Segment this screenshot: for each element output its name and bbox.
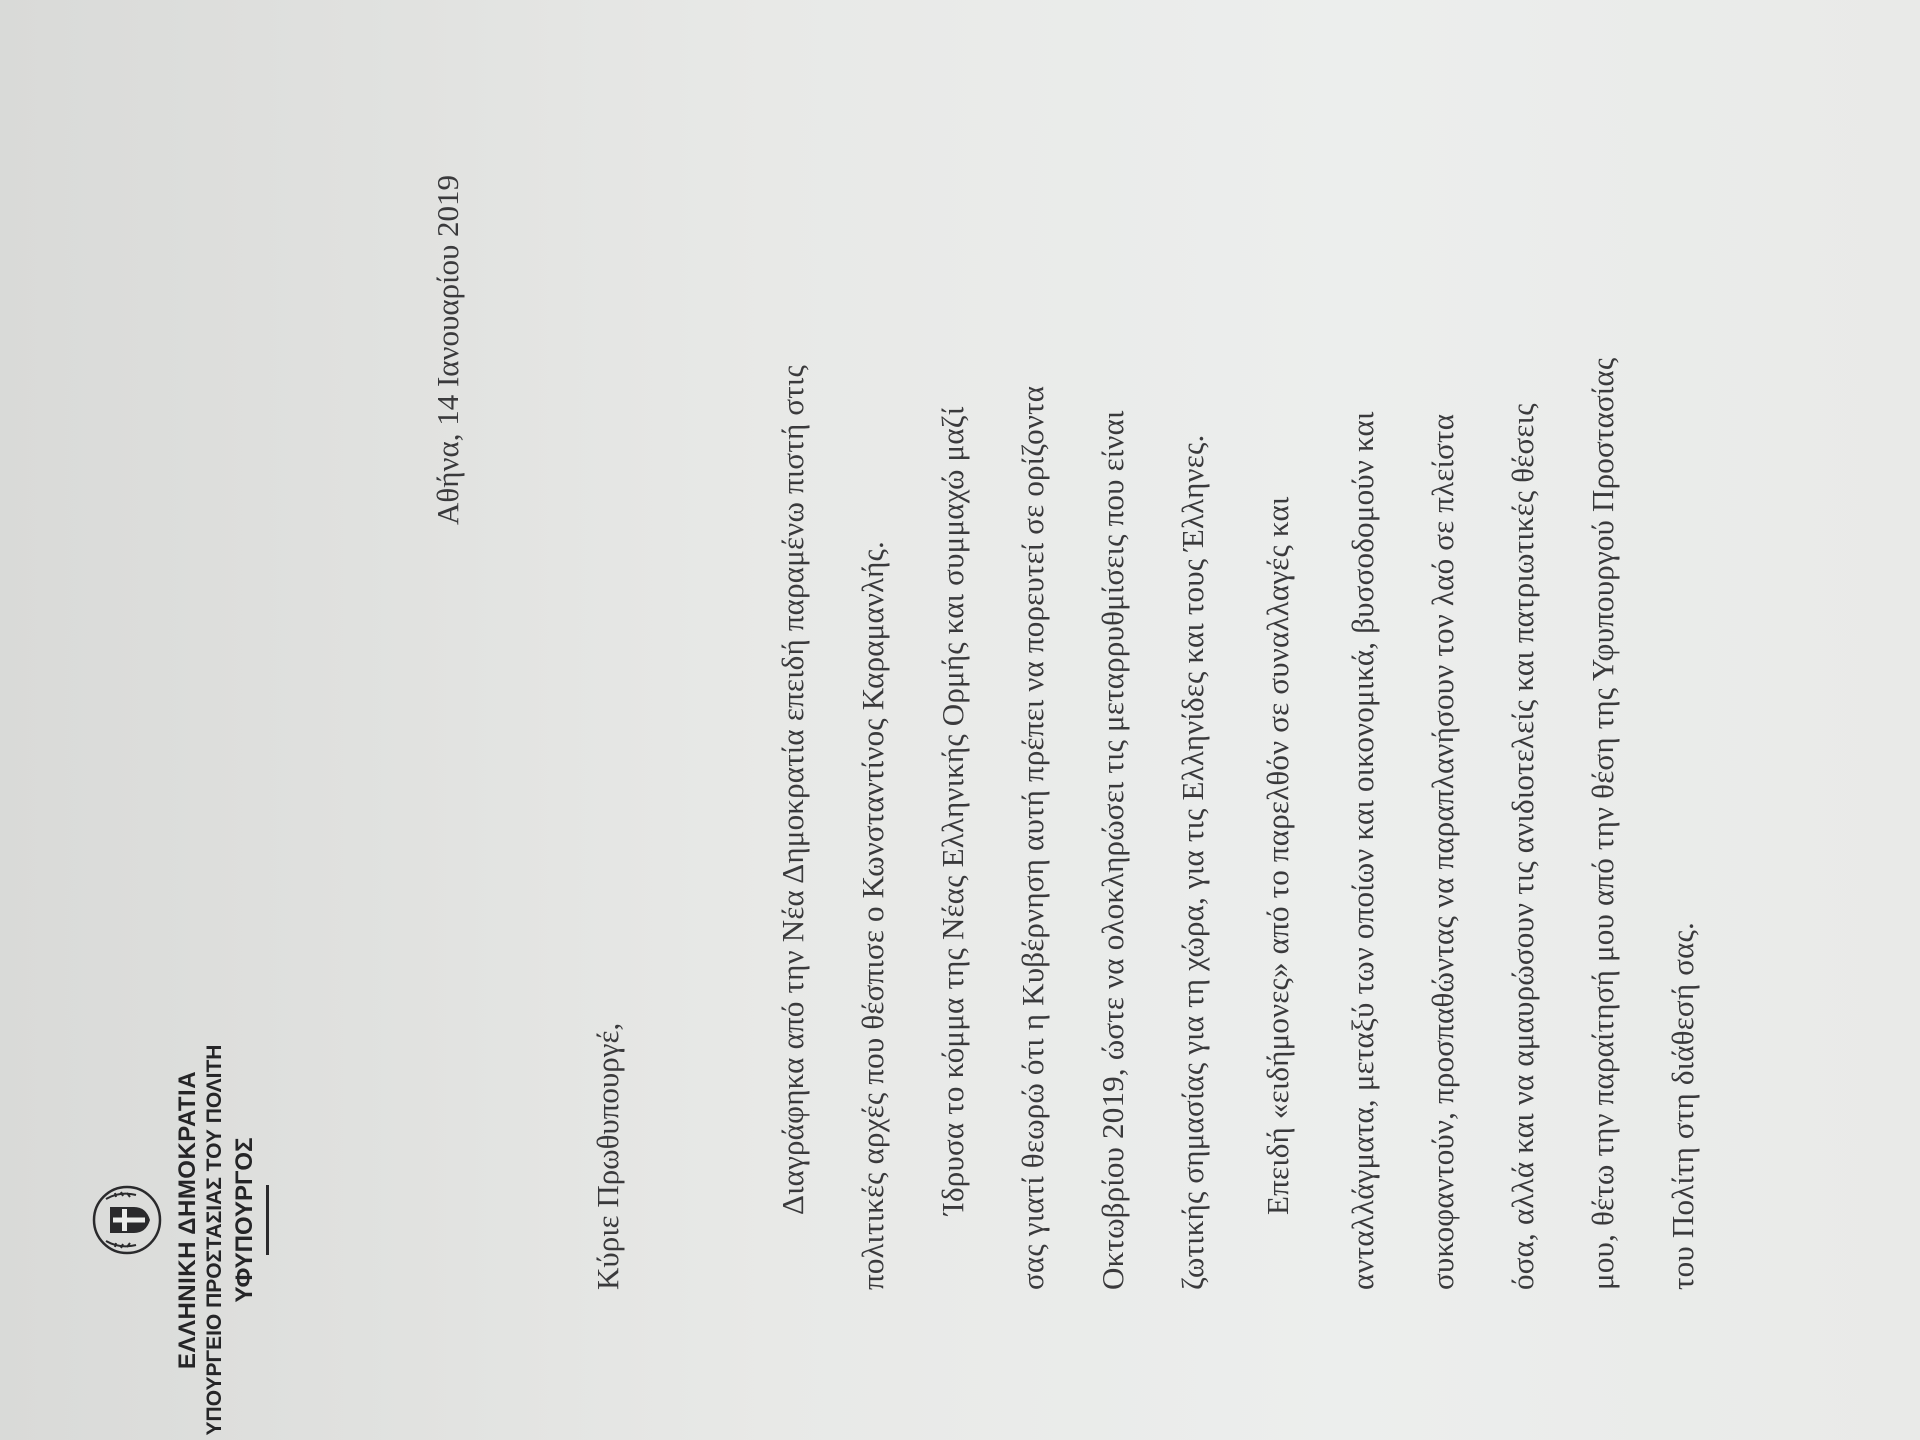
greek-coat-of-arms-icon — [90, 1183, 164, 1257]
body-line: όσα, αλλά και να αμαυρώσουν τις ανιδιοτελείς και πατριωτικές θέσεις — [1505, 403, 1540, 1290]
body-line: Ίδρυσα το κόμμα της Νέας Ελληνικής Ορμής και συμμαχώ μαζί — [935, 406, 970, 1215]
letterhead-country: ΕΛΛΗΝΙΚΗ ΔΗΜΟΚΡΑΤΙΑ — [174, 1070, 201, 1370]
letter-date: Αθήνα, 14 Ιανουαρίου 2019 — [430, 174, 465, 525]
letter-salutation: Κύριε Πρωθυπουργέ, — [590, 1022, 625, 1290]
body-line: Επειδή «ειδήμονες» από το παρελθόν σε συναλλαγές και — [1260, 496, 1295, 1215]
body-line: του Πολίτη στη διάθεσή σας. — [1665, 922, 1700, 1290]
body-line: Οκτωβρίου 2019, ώστε να ολοκληρώσει τις μεταρρυθμίσεις που είναι — [1095, 410, 1130, 1290]
letterhead-divider — [266, 1185, 269, 1255]
body-line: σας γιατί θεωρώ ότι η Κυβέρνηση αυτή πρέπει να πορευτεί σε ορίζοντα — [1015, 385, 1050, 1290]
body-line: μου, θέτω την παραίτησή μου από την θέση της Υφυπουργού Προστασίας — [1585, 357, 1620, 1290]
body-line: ζωτικής σημασίας για τη χώρα, για τις Ελληνίδες και τους Έλληνες. — [1175, 434, 1210, 1290]
letterhead-ministry: ΥΠΟΥΡΓΕΙΟ ΠΡΟΣΤΑΣΙΑΣ ΤΟΥ ΠΟΛΙΤΗ — [203, 1044, 226, 1436]
body-line: πολιτικές αρχές που θέσπισε ο Κωνσταντίνος Καραμανλής. — [855, 541, 890, 1290]
body-line: ανταλλάγματα, μεταξύ των οποίων και οικονομικά, βυσσοδομούν και — [1345, 411, 1380, 1290]
letterhead — [90, 1000, 269, 1440]
body-line: Διαγράφηκα από την Νέα Δημοκρατία επειδή παραμένω πιστή στις — [775, 365, 810, 1215]
letterhead-title: ΥΦΥΠΟΥΡΓΟΣ — [231, 1137, 258, 1303]
body-line: συκοφαντούν, προσπαθώντας να παραπλανήσουν τον λαό σε πλείστα — [1425, 413, 1460, 1290]
